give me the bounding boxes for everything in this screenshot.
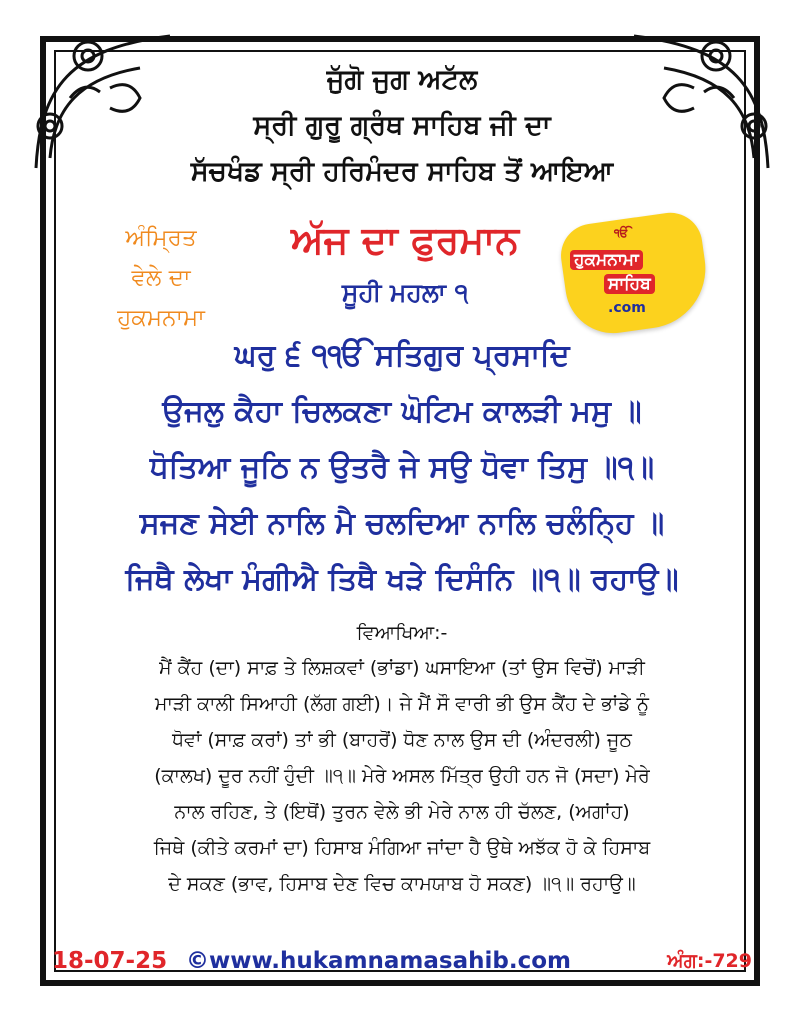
logo-text-1: ਹੁਕਮਨਾਮਾ bbox=[570, 250, 643, 270]
header-line-3: ਸੱਚਖੰਡ ਸ੍ਰੀ ਹਰਿਮੰਦਰ ਸਾਹਿਬ ਤੋਂ ਆਇਆ bbox=[190, 156, 614, 187]
explanation-line: ਮਾੜੀ ਕਾਲੀ ਸਿਆਹੀ (ਲੱਗ ਗਈ)। ਜੇ ਮੈਂ ਸੌ ਵਾਰੀ ਭੀ ਉਸ ਕੈਂਹ ਦੇ ਭਾਂਡੇ ਨੂੰ bbox=[154, 693, 650, 715]
ik-onkar-icon: ੴ bbox=[614, 226, 629, 240]
gurbani-line: ਘਰੁ ੬ ੧ੴ ਸਤਿਗੁਰ ਪ੍ਰਸਾਦਿ bbox=[234, 338, 570, 373]
explanation-text bbox=[70, 650, 734, 902]
amrit-vele-tag bbox=[86, 218, 236, 338]
explanation-line: ਜਿਥੇ (ਕੀਤੇ ਕਰਮਾਂ ਦਾ) ਹਿਸਾਬ ਮੰਗਿਆ ਜਾਂਦਾ ਹੈ ਉਥੇ ਅਝੱਕ ਹੋ ਕੇ ਹਿਸਾਬ bbox=[153, 837, 651, 859]
explanation-line: (ਕਾਲਖ) ਦੂਰ ਨਹੀਂ ਹੁੰਦੀ ॥੧॥ ਮੇਰੇ ਅਸਲ ਮਿੱਤ੍ਰ ਉਹੀ ਹਨ ਜੋ (ਸਦਾ) ਮੇਰੇ bbox=[154, 765, 650, 787]
gurbani-line: ਉਜਲੁ ਕੈਹਾ ਚਿਲਕਣਾ ਘੋਟਿਮ ਕਾਲੜੀ ਮਸੁ ॥ bbox=[162, 394, 642, 429]
tag-line: ਅੰਮ੍ਰਿਤ bbox=[125, 225, 197, 251]
explanation-label: ਵਿਆਖਿਆ:- bbox=[356, 622, 448, 644]
hukamnama-sahib-logo bbox=[564, 218, 706, 330]
gurbani-line: ਜਿਥੈ ਲੇਖਾ ਮੰਗੀਐ ਤਿਥੈ ਖੜੇ ਦਿਸੰਨਿ ॥੧॥ ਰਹਾਉ॥ bbox=[125, 562, 679, 597]
gurbani-line: ਸਜਣ ਸੇਈ ਨਾਲਿ ਮੈ ਚਲਦਿਆ ਨਾਲਿ ਚਲੰਨ੍ਹਿ ॥ bbox=[139, 506, 665, 541]
footer-website-link[interactable]: ©www.hukamnamasahib.com bbox=[186, 948, 571, 974]
header-line-2: ਸ੍ਰੀ ਗੁਰੂ ਗ੍ਰੰਥ ਸਾਹਿਬ ਜੀ ਦਾ bbox=[253, 110, 551, 141]
page-title: ਅੱਜ ਦਾ ਫੁਰਮਾਨ bbox=[291, 218, 519, 262]
footer-ang: ਅੰਗ:-729 bbox=[667, 950, 752, 972]
explanation-line: ਮੈਂ ਕੈਂਹ (ਦਾ) ਸਾਫ਼ ਤੇ ਲਿਸ਼ਕਵਾਂ (ਭਾਂਡਾ) ਘਸਾਇਆ (ਤਾਂ ਉਸ ਵਿਚੋਂ) ਮਾੜੀ bbox=[159, 657, 645, 679]
header-line-1: ਜੁੱਗੋ ਜੁਗ ਅਟੱਲ bbox=[326, 64, 478, 95]
footer bbox=[52, 948, 752, 980]
explanation-line: ਧੋਵਾਂ (ਸਾਫ਼ ਕਰਾਂ) ਤਾਂ ਭੀ (ਬਾਹਰੋਂ) ਧੋਣ ਨਾਲ ਉਸ ਦੀ (ਅੰਦਰਲੀ) ਜੂਠ bbox=[172, 729, 632, 751]
explanation-line: ਦੇ ਸਕਣ (ਭਾਵ, ਹਿਸਾਬ ਦੇਣ ਵਿਚ ਕਾਮਯਾਬ ਹੋ ਸਕਣ) ॥੧॥ ਰਹਾਉ॥ bbox=[168, 873, 636, 895]
tag-line: ਹੁਕਮਨਾਮਾ bbox=[117, 305, 205, 331]
gurbani-line: ਧੋਤਿਆ ਜੂਠਿ ਨ ਉਤਰੈ ਜੇ ਸਉ ਧੋਵਾ ਤਿਸੁ ॥੧॥ bbox=[149, 450, 655, 485]
logo-com: .com bbox=[608, 300, 646, 316]
logo-text-2: ਸਾਹਿਬ bbox=[604, 274, 655, 294]
tag-line: ਵੇਲੇ ਦਾ bbox=[131, 265, 191, 291]
footer-date: 18-07-25 bbox=[52, 948, 168, 974]
explanation-line: ਨਾਲ ਰਹਿਣ, ਤੇ (ਇਥੋਂ) ਤੁਰਨ ਵੇਲੇ ਭੀ ਮੇਰੇ ਨਾਲ ਹੀ ਚੱਲਣ, (ਅਗਾਂਹ) bbox=[174, 801, 630, 823]
raag-mahalla: ਸੂਹੀ ਮਹਲਾ ੧ bbox=[341, 278, 469, 307]
